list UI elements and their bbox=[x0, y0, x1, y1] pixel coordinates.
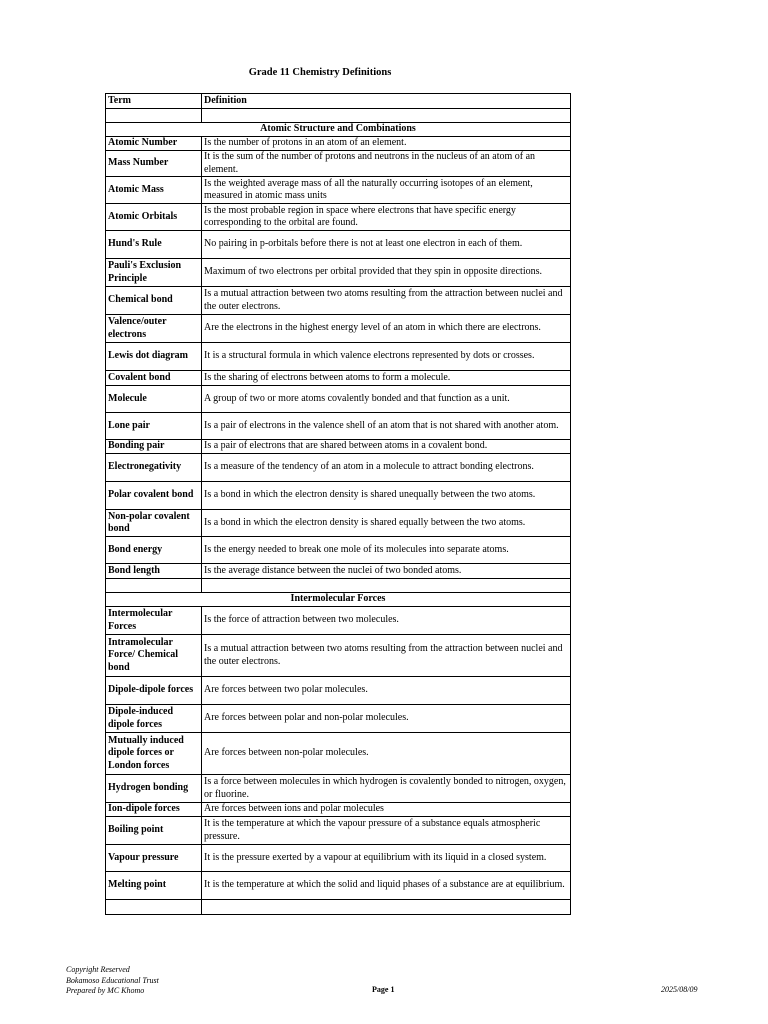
term-cell: Valence/outer electrons bbox=[106, 315, 202, 343]
term-cell: Bond energy bbox=[106, 537, 202, 564]
term-cell: Polar covalent bond bbox=[106, 482, 202, 510]
term-cell: Intermolecular Forces bbox=[106, 607, 202, 635]
definition-row bbox=[106, 231, 571, 259]
term-cell: Mass Number bbox=[106, 151, 202, 177]
section-title: Atomic Structure and Combinations bbox=[106, 123, 571, 137]
definition-cell: Are forces between ions and polar molecules bbox=[202, 803, 571, 817]
definition-row bbox=[106, 803, 571, 817]
term-cell: Hund's Rule bbox=[106, 231, 202, 259]
definition-cell: Is a mutual attraction between two atoms resulting from the attraction between nuclei and the outer electrons. bbox=[202, 635, 571, 677]
spacer-row bbox=[106, 109, 571, 123]
definition-row bbox=[106, 510, 571, 537]
definition-cell: Is the weighted average mass of all the naturally occurring isotopes of an element, measured in atomic mass units bbox=[202, 177, 571, 204]
definition-cell: It is the sum of the number of protons and neutrons in the nucleus of an atom of an element. bbox=[202, 151, 571, 177]
definition-row bbox=[106, 440, 571, 454]
definition-cell: Are forces between two polar molecules. bbox=[202, 677, 571, 705]
definition-cell: Are forces between polar and non-polar molecules. bbox=[202, 705, 571, 733]
definition-cell: Is a force between molecules in which hydrogen is covalently bonded to nitrogen, oxygen, or fluorine. bbox=[202, 775, 571, 803]
definition-row bbox=[106, 482, 571, 510]
definition-row bbox=[106, 386, 571, 413]
term-cell: Bonding pair bbox=[106, 440, 202, 454]
definition-row bbox=[106, 137, 571, 151]
definition-row bbox=[106, 343, 571, 371]
footer-prepared: Prepared by MC Khomo bbox=[66, 986, 145, 995]
term-cell: Chemical bond bbox=[106, 287, 202, 315]
section-title-row bbox=[106, 123, 571, 137]
definition-row bbox=[106, 635, 571, 677]
definition-cell: Is the force of attraction between two molecules. bbox=[202, 607, 571, 635]
definition-cell: Is a bond in which the electron density is shared equally between the two atoms. bbox=[202, 510, 571, 537]
term-cell: Molecule bbox=[106, 386, 202, 413]
term-cell: Atomic Mass bbox=[106, 177, 202, 204]
empty-cell bbox=[106, 109, 202, 123]
term-cell: Lewis dot diagram bbox=[106, 343, 202, 371]
definition-row bbox=[106, 204, 571, 231]
definition-cell: Is a bond in which the electron density is shared unequally between the two atoms. bbox=[202, 482, 571, 510]
definition-row bbox=[106, 151, 571, 177]
term-cell: Melting point bbox=[106, 872, 202, 900]
definition-cell: It is the temperature at which the solid and liquid phases of a substance are at equilibrium. bbox=[202, 872, 571, 900]
empty-cell bbox=[202, 109, 571, 123]
term-cell: Dipole-induced dipole forces bbox=[106, 705, 202, 733]
definition-row bbox=[106, 845, 571, 872]
term-cell: Boiling point bbox=[106, 817, 202, 845]
definition-row bbox=[106, 775, 571, 803]
definition-row bbox=[106, 413, 571, 440]
definition-cell: It is a structural formula in which valence electrons represented by dots or crosses. bbox=[202, 343, 571, 371]
definition-cell: Is the energy needed to break one mole of its molecules into separate atoms. bbox=[202, 537, 571, 564]
page-title: Grade 11 Chemistry Definitions bbox=[248, 67, 392, 78]
spacer-row bbox=[106, 900, 571, 915]
definitions-table-body bbox=[106, 94, 571, 915]
term-cell: Pauli's Exclusion Principle bbox=[106, 259, 202, 287]
definition-row bbox=[106, 537, 571, 564]
definition-row bbox=[106, 817, 571, 845]
term-cell: Non-polar covalent bond bbox=[106, 510, 202, 537]
definition-cell: It is the temperature at which the vapour pressure of a substance equals atmospheric pressure. bbox=[202, 817, 571, 845]
definition-cell: No pairing in p-orbitals before there is not at least one electron in each of them. bbox=[202, 231, 571, 259]
empty-cell bbox=[106, 579, 202, 593]
term-cell: Covalent bond bbox=[106, 371, 202, 386]
definition-row bbox=[106, 733, 571, 775]
term-cell: Bond length bbox=[106, 564, 202, 579]
definition-cell: Is a pair of electrons that are shared between atoms in a covalent bond. bbox=[202, 440, 571, 454]
definition-row bbox=[106, 287, 571, 315]
definition-cell: It is the pressure exerted by a vapour at equilibrium with its liquid in a closed system. bbox=[202, 845, 571, 872]
section-title-row bbox=[106, 593, 571, 607]
empty-cell bbox=[106, 900, 202, 915]
definition-row bbox=[106, 564, 571, 579]
definition-row bbox=[106, 371, 571, 386]
definitions-table bbox=[105, 93, 571, 915]
term-cell: Hydrogen bonding bbox=[106, 775, 202, 803]
definition-cell: Is a mutual attraction between two atoms resulting from the attraction between nuclei and the outer electrons. bbox=[202, 287, 571, 315]
term-cell: Vapour pressure bbox=[106, 845, 202, 872]
footer-credits bbox=[66, 965, 159, 997]
header-row bbox=[106, 94, 571, 109]
definition-row bbox=[106, 454, 571, 482]
definition-cell: Is the sharing of electrons between atoms to form a molecule. bbox=[202, 371, 571, 386]
footer-date: 2025/08/09 bbox=[661, 985, 698, 994]
empty-cell bbox=[202, 900, 571, 915]
footer-copyright: Copyright Reserved bbox=[66, 965, 130, 974]
definition-cell: Maximum of two electrons per orbital provided that they spin in opposite directions. bbox=[202, 259, 571, 287]
definition-cell: A group of two or more atoms covalently bonded and that function as a unit. bbox=[202, 386, 571, 413]
definition-header: Definition bbox=[202, 94, 571, 109]
term-cell: Dipole-dipole forces bbox=[106, 677, 202, 705]
definition-cell: Is a pair of electrons in the valence shell of an atom that is not shared with another atom. bbox=[202, 413, 571, 440]
term-cell: Mutually induced dipole forces or London forces bbox=[106, 733, 202, 775]
definition-row bbox=[106, 177, 571, 204]
definition-cell: Are forces between non-polar molecules. bbox=[202, 733, 571, 775]
empty-cell bbox=[202, 579, 571, 593]
definition-cell: Are the electrons in the highest energy level of an atom in which there are electrons. bbox=[202, 315, 571, 343]
section-title: Intermolecular Forces bbox=[106, 593, 571, 607]
footer-page-number: Page 1 bbox=[372, 985, 395, 994]
definition-row bbox=[106, 259, 571, 287]
definition-cell: Is a measure of the tendency of an atom in a molecule to attract bonding electrons. bbox=[202, 454, 571, 482]
definition-cell: Is the number of protons in an atom of an element. bbox=[202, 137, 571, 151]
spacer-row bbox=[106, 579, 571, 593]
definition-row bbox=[106, 677, 571, 705]
footer-trust: Bokamoso Educational Trust bbox=[66, 975, 159, 985]
definition-row bbox=[106, 872, 571, 900]
term-cell: Lone pair bbox=[106, 413, 202, 440]
definition-row bbox=[106, 315, 571, 343]
term-header: Term bbox=[106, 94, 202, 109]
term-cell: Atomic Orbitals bbox=[106, 204, 202, 231]
term-cell: Electronegativity bbox=[106, 454, 202, 482]
term-cell: Atomic Number bbox=[106, 137, 202, 151]
definition-cell: Is the average distance between the nuclei of two bonded atoms. bbox=[202, 564, 571, 579]
definition-row bbox=[106, 607, 571, 635]
definition-cell: Is the most probable region in space where electrons that have specific energy corresponding to the orbital are found. bbox=[202, 204, 571, 231]
term-cell: Ion-dipole forces bbox=[106, 803, 202, 817]
definition-row bbox=[106, 705, 571, 733]
term-cell: Intramolecular Force/ Chemical bond bbox=[106, 635, 202, 677]
